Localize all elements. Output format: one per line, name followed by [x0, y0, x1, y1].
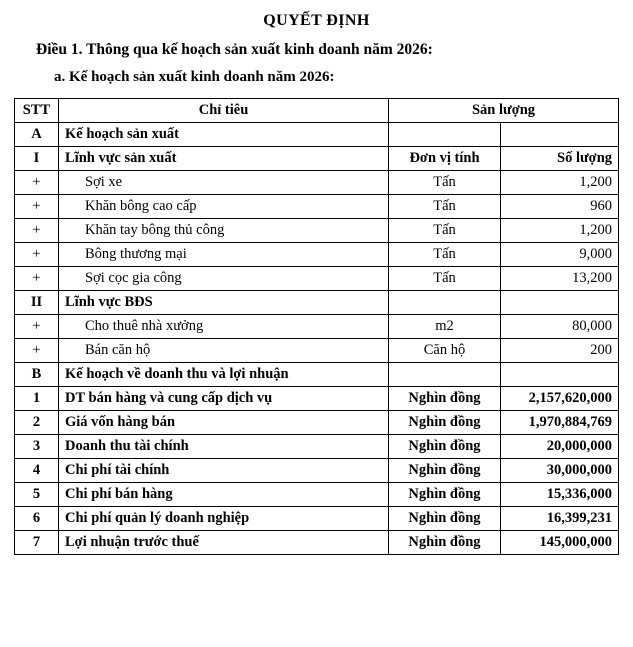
table-row	[15, 267, 619, 291]
row-unit: Tấn	[389, 267, 501, 291]
row-quantity: 145,000,000	[501, 531, 619, 555]
row-unit: Tấn	[389, 219, 501, 243]
row-quantity: 13,200	[501, 267, 619, 291]
row-indicator: Kế hoạch về doanh thu và lợi nhuận	[59, 363, 389, 387]
row-stt: +	[15, 171, 59, 195]
table-row	[15, 459, 619, 483]
row-indicator: Chi phí bán hàng	[59, 483, 389, 507]
row-unit: Tấn	[389, 195, 501, 219]
row-stt: +	[15, 219, 59, 243]
row-quantity	[501, 291, 619, 315]
row-stt: +	[15, 315, 59, 339]
row-stt: 1	[15, 387, 59, 411]
table-row	[15, 531, 619, 555]
table-row	[15, 363, 619, 387]
row-stt: I	[15, 147, 59, 171]
row-indicator: Bông thương mại	[59, 243, 389, 267]
row-stt: +	[15, 267, 59, 291]
header-stt: STT	[15, 99, 59, 123]
row-indicator: Lĩnh vực BĐS	[59, 291, 389, 315]
article-1-heading: Điều 1. Thông qua kế hoạch sản xuất kinh doanh năm 2026:	[36, 41, 433, 58]
document-title: QUYẾT ĐỊNH	[263, 12, 370, 29]
row-unit: Nghìn đồng	[389, 411, 501, 435]
row-unit	[389, 291, 501, 315]
row-indicator: Giá vốn hàng bán	[59, 411, 389, 435]
table-row	[15, 219, 619, 243]
row-unit: Nghìn đồng	[389, 387, 501, 411]
row-stt: 3	[15, 435, 59, 459]
table-row	[15, 147, 619, 171]
row-stt: 6	[15, 507, 59, 531]
row-stt: II	[15, 291, 59, 315]
row-unit: Nghìn đồng	[389, 435, 501, 459]
row-stt: B	[15, 363, 59, 387]
production-plan-table	[14, 98, 619, 555]
row-quantity: 1,200	[501, 171, 619, 195]
row-indicator: Sợi xe	[59, 171, 389, 195]
document-page	[0, 8, 633, 647]
row-stt: 7	[15, 531, 59, 555]
row-stt: +	[15, 243, 59, 267]
row-stt: +	[15, 195, 59, 219]
row-unit: Tấn	[389, 171, 501, 195]
table-header-row	[15, 99, 619, 123]
row-indicator: Chi phí tài chính	[59, 459, 389, 483]
row-quantity: 1,970,884,769	[501, 411, 619, 435]
row-indicator: Lĩnh vực sản xuất	[59, 147, 389, 171]
row-quantity: 200	[501, 339, 619, 363]
row-unit: Nghìn đồng	[389, 507, 501, 531]
table-row	[15, 315, 619, 339]
row-indicator: Lợi nhuận trước thuế	[59, 531, 389, 555]
row-quantity: 2,157,620,000	[501, 387, 619, 411]
row-quantity: 9,000	[501, 243, 619, 267]
row-unit: Căn hộ	[389, 339, 501, 363]
row-quantity: 30,000,000	[501, 459, 619, 483]
row-stt: +	[15, 339, 59, 363]
table-header	[15, 99, 619, 123]
row-quantity: 80,000	[501, 315, 619, 339]
row-quantity: Số lượng	[501, 147, 619, 171]
row-quantity	[501, 123, 619, 147]
row-quantity	[501, 363, 619, 387]
row-indicator: Khăn bông cao cấp	[59, 195, 389, 219]
row-quantity: 20,000,000	[501, 435, 619, 459]
row-indicator: Doanh thu tài chính	[59, 435, 389, 459]
row-indicator: Chi phí quản lý doanh nghiệp	[59, 507, 389, 531]
table-row	[15, 171, 619, 195]
table-row	[15, 123, 619, 147]
table-row	[15, 195, 619, 219]
row-stt: 4	[15, 459, 59, 483]
header-output: Sản lượng	[389, 99, 619, 123]
row-indicator: Bán căn hộ	[59, 339, 389, 363]
row-unit: Đơn vị tính	[389, 147, 501, 171]
table-row	[15, 291, 619, 315]
row-unit: Tấn	[389, 243, 501, 267]
row-unit: Nghìn đồng	[389, 531, 501, 555]
row-unit	[389, 123, 501, 147]
row-stt: 5	[15, 483, 59, 507]
table-body	[15, 123, 619, 555]
row-unit	[389, 363, 501, 387]
header-indicator: Chỉ tiêu	[59, 99, 389, 123]
row-stt: A	[15, 123, 59, 147]
row-quantity: 960	[501, 195, 619, 219]
table-row	[15, 387, 619, 411]
row-unit: m2	[389, 315, 501, 339]
table-row	[15, 435, 619, 459]
row-indicator: DT bán hàng và cung cấp dịch vụ	[59, 387, 389, 411]
row-indicator: Cho thuê nhà xưởng	[59, 315, 389, 339]
row-quantity: 15,336,000	[501, 483, 619, 507]
row-stt: 2	[15, 411, 59, 435]
table-row	[15, 243, 619, 267]
row-unit: Nghìn đồng	[389, 459, 501, 483]
row-quantity: 16,399,231	[501, 507, 619, 531]
row-indicator: Khăn tay bông thủ công	[59, 219, 389, 243]
table-row	[15, 339, 619, 363]
table-row	[15, 483, 619, 507]
row-indicator: Kế hoạch sản xuất	[59, 123, 389, 147]
row-indicator: Sợi cọc gia công	[59, 267, 389, 291]
table-row	[15, 507, 619, 531]
row-quantity: 1,200	[501, 219, 619, 243]
row-unit: Nghìn đồng	[389, 483, 501, 507]
table-row	[15, 411, 619, 435]
section-a-heading: a. Kế hoạch sản xuất kinh doanh năm 2026:	[54, 69, 335, 85]
